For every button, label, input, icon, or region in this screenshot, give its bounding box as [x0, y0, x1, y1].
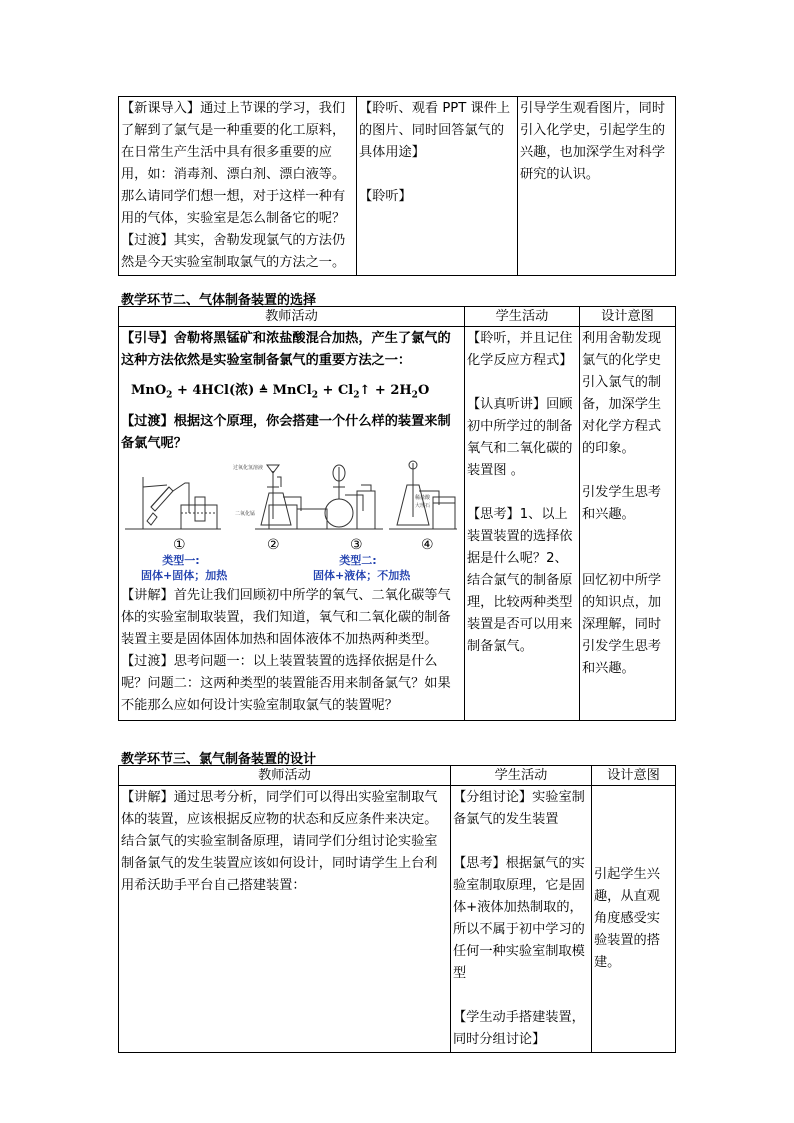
teacher-activity-cell [119, 97, 357, 276]
student-listen-text: 【聆听】 [359, 189, 412, 204]
header-intent: 设计意图 [592, 766, 676, 786]
teacher-intro-text: 【新课导入】通过上节课的学习，我们了解到了氯气是一种重要的化工原料，在日常生产生活中具有很多重要的应用，如：消毒剂、漂白剂、漂白液等。那么请同学们想一想，对于这样一种有用的气体，实验室是怎么制备它的呢？ [121, 101, 346, 226]
type1-label: 类型一: 固体+固体；加热 [141, 553, 228, 582]
figure-number-2: ② [267, 536, 280, 553]
design-intent-text: 引起学生兴趣，从直观角度感受实验装置的搭建。 [594, 867, 660, 970]
design-intent-text-1: 利用舍勒发现氯气的化学史引入氯气的制备，加深学生对化学方程式的印象。 [582, 331, 662, 456]
student-review-text: 【认真听讲】回顾初中所学过的制备氧气和二氧化碳的装置图 。 [467, 397, 573, 478]
design-intent-text-2: 引发学生思考和兴趣。 [582, 485, 662, 522]
design-intent-cell [580, 327, 676, 721]
student-build-text: 【学生动手搭建装置，同时分组讨论】 [453, 1010, 585, 1047]
section2-title: 教学环节二、气体制备装置的选择 [121, 293, 317, 308]
teacher-guide-text: 【引导】舍勒将黑锰矿和浓盐酸混合加热，产生了氯气的这种方法依然是实验室制备氯气的重要方法之一： [121, 331, 451, 368]
small-label-mno2: 二氧化锰 [235, 510, 256, 517]
section3-table [118, 765, 676, 1053]
student-activity-cell [451, 786, 592, 1053]
student-listen-text: 【聆听，并且记住化学反应方程式】 [467, 331, 573, 368]
design-intent-cell [518, 97, 676, 276]
header-intent: 设计意图 [580, 307, 676, 327]
student-activity-cell [357, 97, 518, 276]
small-label-marble: 大理石 [415, 502, 431, 509]
design-intent-text: 引导学生观看图片，同时引入化学史，引起学生的兴趣，也加深学生对科学研究的认识。 [520, 101, 666, 182]
header-teacher: 教师活动 [119, 766, 451, 786]
small-label-peroxide: 过氧化氢溶液 [233, 464, 264, 471]
student-think-text: 【思考】根据氯气的实验室制取原理，它是固体+液体加热制取的，所以不属于初中学习的任何一种实验室制取模型 [453, 856, 585, 981]
teacher-explain-text: 【讲解】通过思考分析，同学们可以得出实验室制取气体的装置，应该根据反应物的状态和反应条件来决定。结合氯气的实验室制备原理，请同学们分组讨论实验室制备氯气的发生装置应该如何设计，同时请学生上台利用希沃助手平台自己搭建装置： [121, 790, 438, 893]
student-think-text: 【思考】1、以上装置装置的选择依据是什么呢？2、结合氯气的制备原理，比较两种类型装置是否可以用来制备氯气。 [467, 507, 573, 654]
student-activity-cell [465, 327, 580, 721]
student-discuss-text: 【分组讨论】实验室制备氯气的发生装置 [453, 790, 585, 827]
teacher-transition-text: 【过渡】其实，舍勒发现氯气的方法仍然是今天实验室制取氯气的方法之一。 [121, 233, 346, 270]
intro-table [118, 96, 676, 276]
type2-label: 类型二: 固体+液体；不加热 [313, 553, 411, 582]
header-teacher: 教师活动 [119, 307, 465, 327]
figure-number-4: ④ [421, 536, 434, 553]
apparatus-figure [121, 457, 462, 585]
design-intent-cell [592, 786, 676, 1053]
teacher-transition-text: 【过渡】根据这个原理，你会搭建一个什么样的装置来制备氯气呢？ [121, 413, 451, 451]
small-label-hcl: 稀盐酸 [415, 494, 431, 501]
header-student: 学生活动 [451, 766, 592, 786]
section2-table [118, 306, 676, 721]
figure-number-1: ① [173, 536, 186, 553]
chemical-equation: MnO$_2$ + 4HCl(浓) ≜ MnCl$_2$ + $Cl_2↑ + 2H_2O$ [131, 383, 430, 401]
header-student: 学生活动 [465, 307, 580, 327]
teacher-activity-cell [119, 786, 451, 1053]
design-intent-text-3: 回忆初中所学的知识点，加深理解，同时引发学生思考和兴趣。 [582, 573, 662, 676]
figure-number-3: ③ [350, 536, 363, 553]
section3-title: 教学环节三、氯气制备装置的设计 [121, 752, 317, 767]
heat-arrow-symbol: ≜ [258, 384, 269, 397]
student-activity-text: 【聆听、观看 PPT 课件上的图片、同时回答氯气的具体用途】 [359, 101, 511, 160]
teacher-explain-text: 【讲解】首先让我们回顾初中所学的氧气、二氧化碳等气体的实验室制取装置，我们知道，氧气和二氧化碳的制备装置主要是固体固体加热和固体液体不加热两种类型。 [121, 587, 451, 647]
teacher-activity-cell [119, 327, 465, 721]
teacher-question-text: 【过渡】思考问题一：以上装置装置的选择依据是什么呢？问题二：这两种类型的装置能否用来制备氯气？如果不能那么应如何设计实验室制取氯气的装置呢？ [121, 653, 451, 713]
